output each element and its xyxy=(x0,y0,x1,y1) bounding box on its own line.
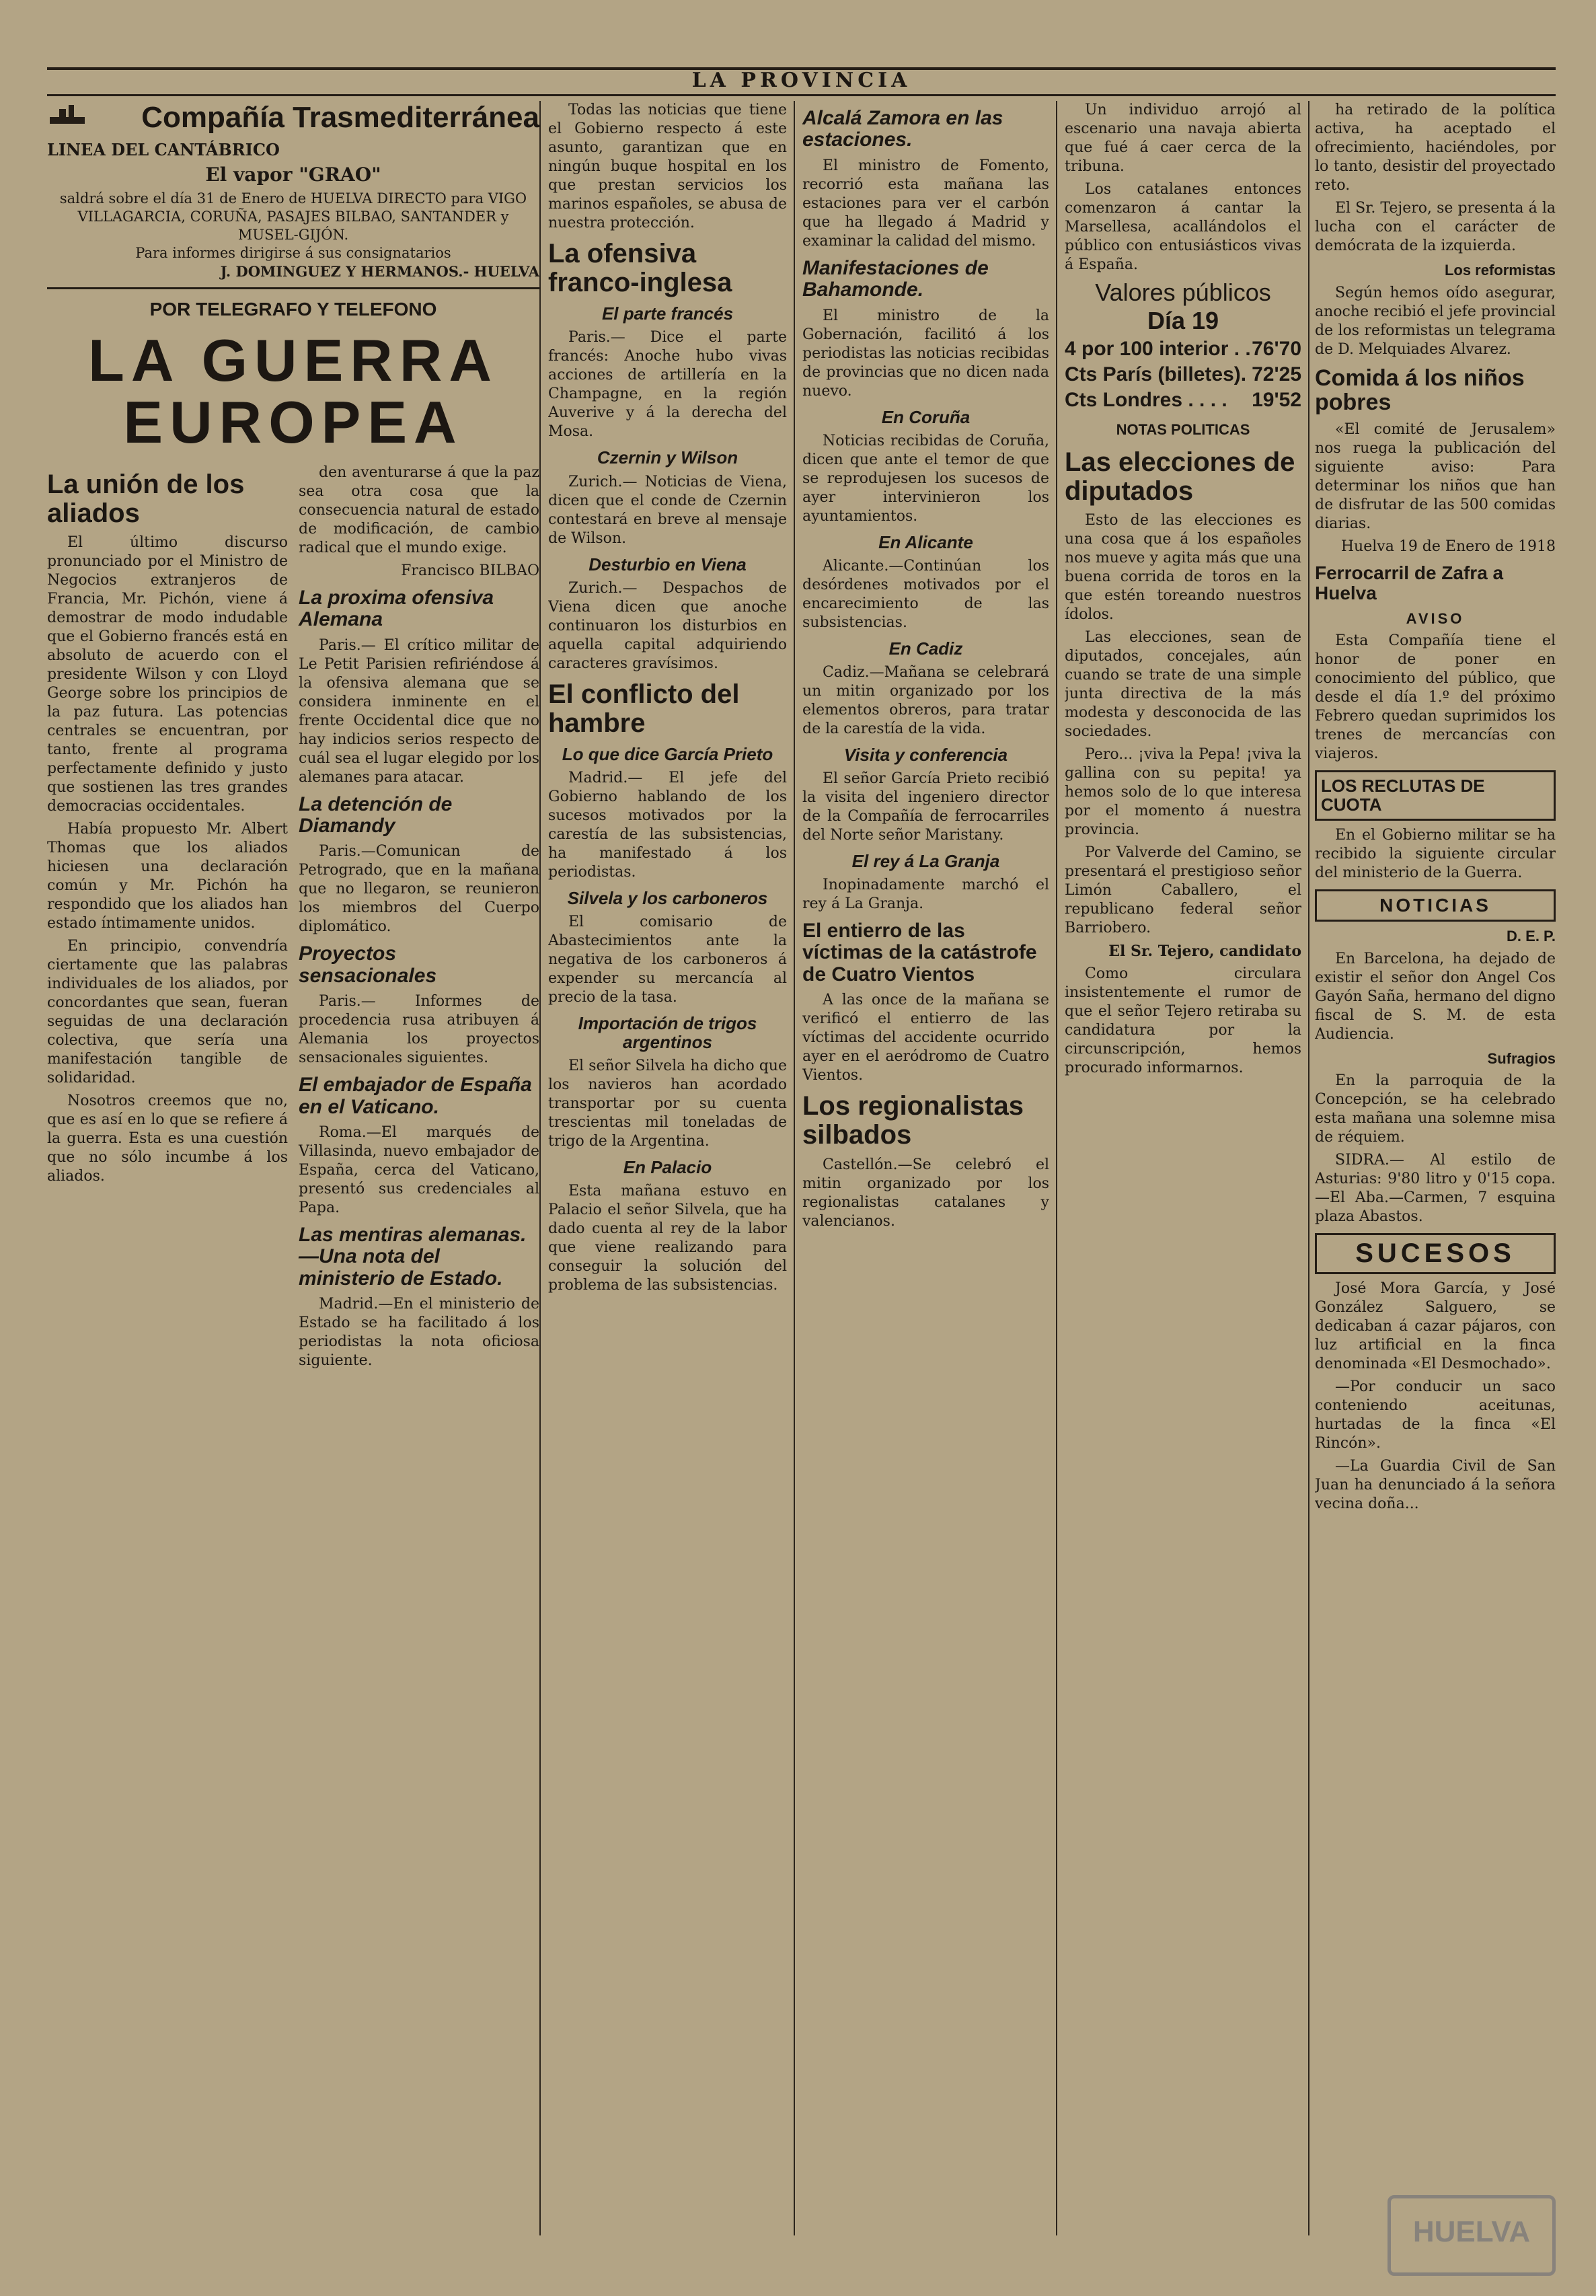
article-date: Huelva 19 de Enero de 1918 xyxy=(1340,538,1556,556)
article-subheading: AVISO xyxy=(1406,609,1465,627)
ad-trasmediterranea xyxy=(47,101,539,289)
article-heading: La unión de los aliados xyxy=(47,469,245,528)
article-text: Esto de las elecciones es una cosa que á los españoles nos mueve y agita más que una buena corrida de toros en la que estén toreando nuestros ídolos. xyxy=(1065,512,1301,624)
article-text: Zurich.— Noticias de Viena, dicen que el conde de Czernin contestará en breve al mensaje de Wilson. xyxy=(548,473,787,547)
article-text: Noticias recibidas de Coruña, dicen que ante el temor de que se reprodujesen los sucesos de ayer intervinieron los ayuntamientos. xyxy=(802,432,1049,525)
article-text: El ministro de la Gobernación, facilitó á los periodistas las noticias recibidas de provincias que no dicen nada nuevo. xyxy=(802,307,1049,400)
article-heading: El embajador de España en el Vaticano. xyxy=(299,1074,532,1118)
article-subheading: Desturbio en Viena xyxy=(588,554,747,575)
article-subheading: Sufragios xyxy=(1487,1049,1556,1067)
article-text: El último discurso pronunciado por el Ministro de Negocios extranjeros de Francia, Mr. Pichón, viene á demostrar de modo indudable que el Gobierno francés está en absoluto de acuerdo con el presidente Wilson y con Lloyd George sobre los principios de la paz futura. Las potencias centrales se encuentran, por tanto, frente al programa perfectamente definido y justo que sostienen las tres grandes democracias occidentales. xyxy=(47,534,288,815)
article-subheading: Lo que dice García Prieto xyxy=(562,743,773,764)
article-text: El comisario de Abastecimientos ante la negativa de los carboneros á expender su mercancía al precio de la tasa. xyxy=(548,914,787,1006)
article-heading: Comida á los niños pobres xyxy=(1315,365,1525,416)
article-text: Roma.—El marqués de Villasinda, nuevo embajador de España, cerca del Vaticano, presentó sus credenciales al Papa. xyxy=(299,1123,539,1216)
article-text: Como circulara insistentemente el rumor de que el señor Tejero retiraba su candidatura por la circunscripción, hemos procurado informarnos. xyxy=(1065,965,1301,1077)
article-text: «El comité de Jerusalem» nos ruega la publicación del siguiente aviso: Para determinar los niños que han de disfrutar de las 500 comidas diarias. xyxy=(1315,421,1556,533)
article-text: En principio, convendría ciertamente que las palabras individuales de los aliados, por concordantes que sean, fueran seguidas de una declaración colectiva, que sería una manifestación tangible de solidaridad. xyxy=(47,938,288,1087)
article-text: Paris.— El crítico militar de Le Petit Parisien refiriéndose á la ofensiva alemana que se considera inminente en el frente Occidental dice que no hay indicios serios respecto de cuál sea el lugar elegido por los alemanes para atacar. xyxy=(299,636,539,786)
values-title: Valores públicos xyxy=(1095,279,1271,306)
article-text: Esta Compañía tiene el honor de poner en conocimiento del público, que desde el día 1.º del próximo Febrero quedan suprimidos los trenes de mercancías con viajeros. xyxy=(1315,632,1556,763)
article-text: Paris.— Informes de procedencia rusa atribuyen á Alemania los proyectos sensacionales siguientes. xyxy=(299,993,539,1067)
article-subheading: El parte francés xyxy=(601,303,734,324)
article-text: Todas las noticias que tiene el Gobierno respecto á este asunto, garantizan que en ningún buque hospital en los que prestan servicios los marinos españoles, se abusa de nuestra protección. xyxy=(548,102,787,231)
article-heading: Proyectos sensacionales xyxy=(299,942,437,987)
article-subheading: En Palacio xyxy=(623,1157,712,1178)
article-heading: LOS RECLUTAS DE CUOTA xyxy=(1315,770,1556,820)
article-text: Zurich.— Despachos de Viena dicen que anoche continuaron los disturbios en aquella capital adquiriendo caracteres gravísimos. xyxy=(548,579,787,672)
article-text: —La Guardia Civil de San Juan ha denunciado á la señora vecina doña... xyxy=(1315,1458,1556,1513)
article-text: Pero... ¡viva la Pepa! ¡viva la gallina con su pepita! ya hemos solo de lo que interesa por el momento á nuestra provincia. xyxy=(1065,746,1301,839)
article-heading: Las elecciones de diputados xyxy=(1065,447,1295,507)
two-column-body xyxy=(47,464,539,1374)
ad-text: saldrá sobre el día 31 de Enero de HUELVA DIRECTO para VIGO VILLAGARCIA, CORUÑA, PASAJES BILBAO, SANTANDER y MUSEL-GIJÓN. xyxy=(59,190,527,243)
article-text: Cadiz.—Mañana se celebrará un mitin organizado por los elementos obreros, para tratar de la carestía de la vida. xyxy=(802,663,1049,737)
ad-vapor: El vapor "GRAO" xyxy=(205,163,381,186)
article-subheading: En Cadiz xyxy=(888,638,963,659)
ad-brand: Compañía Trasmediterránea xyxy=(141,101,539,134)
section-header: NOTAS POLITICAS xyxy=(1116,421,1250,438)
article-text: Madrid.— El jefe del Gobierno hablando de los sucesos motivados por la carestía de las subsistencias, ha manifestado á los periodistas. xyxy=(548,770,787,881)
column-rule xyxy=(1308,101,1309,2235)
headline-line: LA GUERRA xyxy=(88,327,498,394)
article-text: José Mora García, y José González Salguero, se dedicaban á cazar pájaros, con luz artificial en la finca denominada «El Desmochado». xyxy=(1315,1280,1556,1373)
article-text: Madrid.—En el ministerio de Estado se ha facilitado á los periodistas la nota oficiosa siguiente. xyxy=(299,1296,539,1370)
column-5 xyxy=(1065,101,1301,2235)
article-text: ha retirado de la política activa, ha aceptado el ofrecimiento, haciéndoles, por lo tanto, desistir del proyectado reto. xyxy=(1315,102,1556,194)
article-subheading: En Coruña xyxy=(881,406,971,427)
article-signature: Francisco BILBAO xyxy=(401,562,539,579)
column-rule xyxy=(539,101,541,2235)
article-text: En Barcelona, ha dejado de existir el señor don Angel Cos Gayón Saña, hermano del digno fiscal de S. M. de esta Audiencia. xyxy=(1315,950,1556,1043)
article-text: Un individuo arrojó al escenario una navaja abierta que fué á caer cerca de la tribuna. xyxy=(1065,102,1301,175)
column-rule xyxy=(794,101,795,2235)
article-col xyxy=(47,464,288,1374)
values-row: Cts París (billetes). 72'25 xyxy=(1065,363,1301,385)
column-rule xyxy=(1056,101,1057,2235)
article-subheading: El rey á La Granja xyxy=(851,850,1000,871)
article-heading: NOTICIAS xyxy=(1315,889,1556,922)
article-heading: Las mentiras alemanas.—Una nota del ministerio de Estado. xyxy=(299,1223,527,1290)
article-text: Alicante.—Continúan los desórdenes motivados por el encarecimiento de las subsistencias. xyxy=(802,557,1049,631)
article-heading: El conflicto del hambre xyxy=(548,679,740,738)
article-heading: El entierro de las víctimas de la catástrofe de Cuatro Vientos xyxy=(802,919,1037,986)
article-signature: El Sr. Tejero, candidato xyxy=(1108,942,1301,961)
ad-text: Para informes dirigirse á sus consignatarios xyxy=(135,245,451,261)
article-text: Por Valverde del Camino, se presentará el prestigioso señor Limón Caballero, el republicano federal señor Barriobero. xyxy=(1065,844,1301,937)
article-text: Según hemos oído asegurar, anoche recibió el jefe provincial de los reformistas un telegrama de D. Melquiades Alvarez. xyxy=(1315,284,1556,358)
article-text: Los catalanes entonces comenzaron á cantar la Marsellesa, acallándolos el público con entusiásticos vivas á España. xyxy=(1065,181,1301,273)
column-3 xyxy=(548,101,787,2235)
column-left xyxy=(47,101,539,2235)
article-heading: SUCESOS xyxy=(1315,1233,1556,1274)
main-headline xyxy=(47,327,539,456)
values-row: Cts Londres . . . . 19'52 xyxy=(1065,389,1301,411)
masthead xyxy=(47,67,1556,96)
article-subheading: Importación de trigos argentinos xyxy=(578,1013,757,1053)
article-text: En la parroquia de la Concepción, se ha celebrado esta mañana una solemne misa de réquiem. xyxy=(1315,1072,1556,1146)
article-text: den aventurarse á que la paz sea otra cosa que la consecuencia natural de estado de modificación, de cambio radical que el mundo exige. xyxy=(299,464,539,556)
article-subheading: D. E. P. xyxy=(1507,927,1556,945)
article-heading: Los regionalistas silbados xyxy=(802,1091,1024,1150)
article-text: El señor García Prieto recibió la visita del ingeniero director de la Compañía de ferrocarriles del Norte señor Maristany. xyxy=(802,770,1049,844)
article-text: Castellón.—Se celebró el mitin organizado por los regionalistas catalanes y valencianos. xyxy=(802,1156,1049,1230)
ad-line: LINEA DEL CANTÁBRICO xyxy=(47,140,280,159)
article-text: A las once de la mañana se verificó el entierro de las víctimas del accidente ocurrido ayer en el aeródromo de Cuatro Vientos. xyxy=(802,992,1049,1084)
ad-agent: J. DOMINGUEZ Y HERMANOS.- HUELVA xyxy=(220,263,539,280)
article-text: El señor Silvela ha dicho que los navieros han acordado transportar por su cuenta trescientas mil toneladas de trigo de la Argentina. xyxy=(548,1058,787,1150)
article-heading: Manifestaciones de Bahamonde. xyxy=(802,256,989,301)
column-6 xyxy=(1315,101,1556,2235)
article-text: Esta mañana estuvo en Palacio el señor Silvela, que ha dado cuenta al rey de la labor que viene realizando para conseguir la solución del problema de las subsistencias. xyxy=(548,1183,787,1294)
article-text: Inopinadamente marchó el rey á La Granja. xyxy=(802,876,1049,912)
article-heading: La detención de Diamandy xyxy=(299,792,453,837)
article-text: En el Gobierno militar se ha recibido la siguiente circular del ministerio de la Guerra. xyxy=(1315,826,1556,881)
article-subheading: Los reformistas xyxy=(1444,262,1556,279)
article-heading: La proxima ofensiva Alemana xyxy=(299,586,494,631)
article-subheading: En Alicante xyxy=(878,531,973,552)
article-text: El Sr. Tejero, se presenta á la lucha con el carácter de demócrata de la izquierda. xyxy=(1315,200,1556,254)
public-values xyxy=(1065,279,1301,412)
article-heading: La ofensiva franco-inglesa xyxy=(548,239,732,298)
article-heading: Alcalá Zamora en las estaciones. xyxy=(802,107,1003,151)
article-subheading: Visita y conferencia xyxy=(843,744,1008,765)
article-subheading: Silvela y los carboneros xyxy=(567,888,768,909)
article-text: Paris.— Dice el parte francés: Anoche hubo vivas acciones de artillería en la Champagne, en la región Auverive y á la derecha del Mosa. xyxy=(548,329,787,441)
headline-line: EUROPEA xyxy=(123,389,463,456)
masthead-title: LA PROVINCIA xyxy=(691,69,911,92)
article-col xyxy=(299,464,539,1374)
article-text: —Por conducir un saco conteniendo aceitunas, hurtadas de la finca «El Rincón». xyxy=(1315,1378,1556,1452)
values-row: 4 por 100 interior . . 76'70 xyxy=(1065,338,1301,360)
article-text: Nosotros creemos que no, que es así en lo que se refiere á la guerra. Esta es una cuestión que no sólo incumbe á los aliados. xyxy=(47,1093,288,1185)
ship-icon xyxy=(47,101,87,131)
values-day: Día 19 xyxy=(1147,307,1219,334)
column-4 xyxy=(802,101,1049,2235)
section-header: POR TELEGRAFO Y TELEFONO xyxy=(149,299,437,320)
article-heading: Ferrocarril de Zafra a Huelva xyxy=(1315,562,1504,604)
article-text: SIDRA.— Al estilo de Asturias: 9'80 litro y 0'15 copa.—El Aba.—Carmen, 7 esquina plaza Abastos. xyxy=(1315,1152,1556,1226)
article-text: Había propuesto Mr. Albert Thomas que los aliados hiciesen una declaración común y Mr. Pichón ha respondido que los aliados han estado íntimamente unidos. xyxy=(47,821,288,932)
article-subheading: Czernin y Wilson xyxy=(597,447,738,468)
article-text: Paris.—Comunican de Petrogrado, que en la mañana que no llegaron, se reunieron los miembros del Cuerpo diplomático. xyxy=(299,843,539,936)
article-text: El ministro de Fomento, recorrió esta mañana las estaciones para ver el carbón que ha llegado á Madrid y examinar la calidad del mismo. xyxy=(802,157,1049,250)
article-text: Las elecciones, sean de diputados, concejales, aún cuando se trate de una simple junta directiva de la más modesta y desconocida de las sociedades. xyxy=(1065,629,1301,741)
archive-stamp: HUELVA xyxy=(1388,2195,1556,2276)
